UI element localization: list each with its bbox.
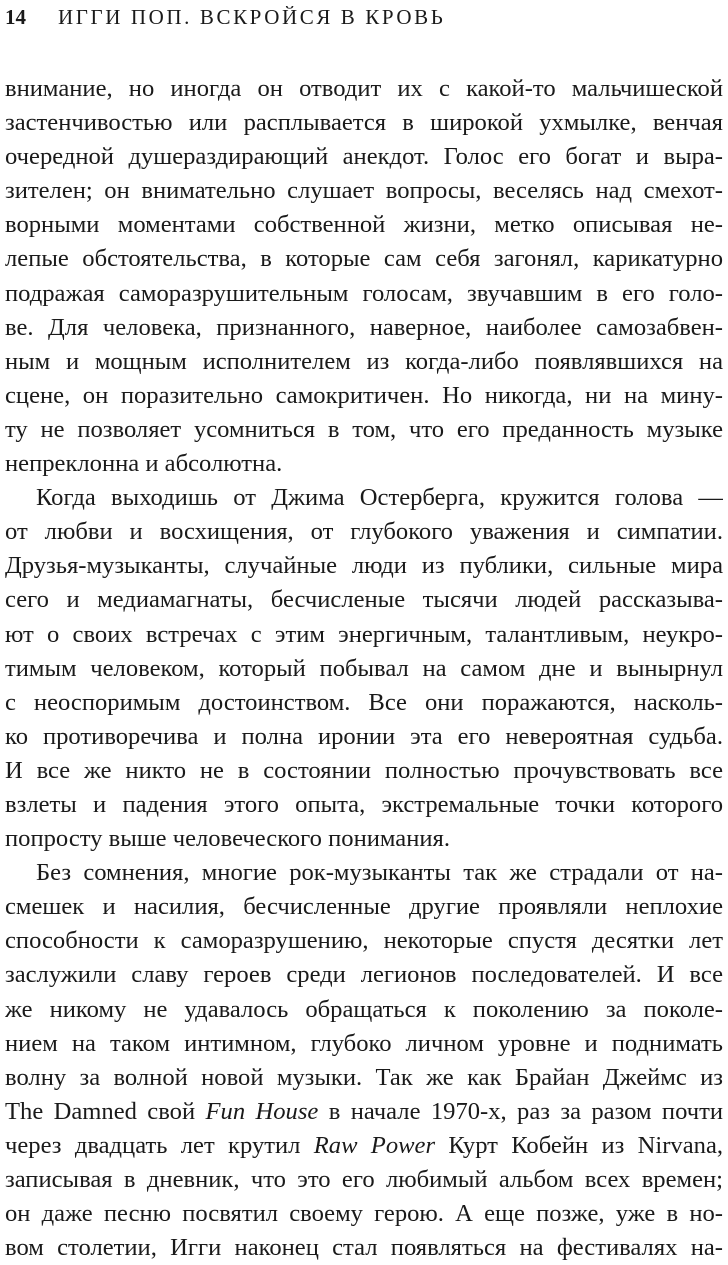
album-title-raw-power: Raw Power — [313, 1131, 436, 1159]
paragraph-3 — [5, 856, 723, 1265]
text-line: попросту выше человеческого понимания. — [5, 825, 450, 853]
text-line: сего и медиамагнаты, бесчисленые тысячи людей рассказыва- — [5, 586, 723, 614]
text-line: ту не позволяет усомниться в том, что его преданность музыке — [5, 415, 723, 443]
text-line: ворными моментами собственной жизни, метко описывая не- — [5, 211, 723, 239]
text-run: The Damned свой — [5, 1097, 206, 1125]
text-line: волну за волной новой музыки. Так же как Брайан Джеймс из — [5, 1063, 723, 1091]
text-line: же никому не удавалось обращаться к поколению за поколе- — [5, 995, 723, 1023]
text-line: тимым человеком, который побывал на самом дне и вынырнул — [5, 654, 723, 682]
text-line: Без сомнения, многие рок-музыканты так же страдали от на- — [36, 859, 723, 887]
text-line: лепые обстоятельства, в которые сам себя загонял, карикатурно — [5, 245, 723, 273]
text-line: зителен; он внимательно слушает вопросы, веселясь над смехот- — [5, 177, 723, 205]
text-line: ют о своих встречах с этим энергичным, талантливым, неукро- — [5, 620, 723, 648]
text-line: И все же никто не в состоянии полностью прочувствовать все — [5, 756, 723, 784]
text-line: Когда выходишь от Джима Остерберга, кружится голова — — [36, 484, 723, 512]
text-line: внимание, но иногда он отводит их с какой-то мальчишеской — [5, 75, 723, 102]
text-line: непреклонна и абсолютна. — [5, 450, 283, 478]
paragraph-1 — [5, 72, 723, 481]
text-run: Курт Кобейн из Nirvana, — [435, 1131, 723, 1159]
text-line: записывая в дневник, что это его любимый альбом всех времен; — [5, 1166, 723, 1193]
text-line — [5, 1129, 723, 1163]
album-title-fun-house: Fun House — [205, 1097, 319, 1125]
text-line: ве. Для человека, признанного, наверное, наиболее самозабвен- — [5, 313, 723, 341]
text-run: через двадцать лет крутил — [5, 1131, 314, 1159]
text-line: заслужили славу героев среди легионов последователей. И все — [5, 961, 723, 989]
text-line — [5, 1095, 723, 1129]
text-line: взлеты и падения этого опыта, экстремальные точки которого — [5, 790, 723, 818]
text-line: способности к саморазрушению, некоторые спустя десятки лет — [5, 927, 723, 955]
text-line: с неоспоримым достоинством. Все они поражаются, насколь- — [5, 688, 723, 716]
text-line: ным и мощным исполнителем из когда-либо появлявшихся на — [5, 347, 723, 375]
body-text — [5, 72, 723, 1265]
text-line: подражая саморазрушительным голосам, звучавшим в его голо- — [5, 279, 723, 307]
text-line: сцене, он поразительно самокритичен. Но никогда, ни на мину- — [5, 381, 723, 409]
text-line: застенчивостью или расплывается в широкой ухмылке, венчая — [5, 109, 723, 137]
text-line: ко противоречива и полна иронии эта его невероятная судьба. — [5, 722, 723, 750]
text-line: он даже песню посвятил своему герою. А еще позже, уже в но- — [5, 1200, 723, 1228]
text-line: Друзья-музыканты, случайные люди из публики, сильные мира — [5, 552, 723, 580]
text-line: нием на таком интимном, глубоко личном уровне и поднимать — [5, 1029, 723, 1057]
page-number: 14 — [5, 5, 26, 29]
text-line: очередной душераздирающий анекдот. Голос его богат и выра- — [5, 143, 723, 171]
text-line: вом столетии, Игги наконец стал появляться на фестивалях на- — [5, 1234, 723, 1262]
paragraph-2 — [5, 481, 723, 856]
text-run: в начале 1970-х, раз за разом почти — [318, 1097, 723, 1125]
text-line: смешек и насилия, бесчисленные другие проявляли неплохие — [5, 893, 723, 921]
text-line: от любви и восхищения, от глубокого уважения и симпатии. — [5, 518, 723, 546]
book-title: ИГГИ ПОП. ВСКРОЙСЯ В КРОВЬ — [58, 5, 446, 29]
running-head — [5, 4, 445, 30]
